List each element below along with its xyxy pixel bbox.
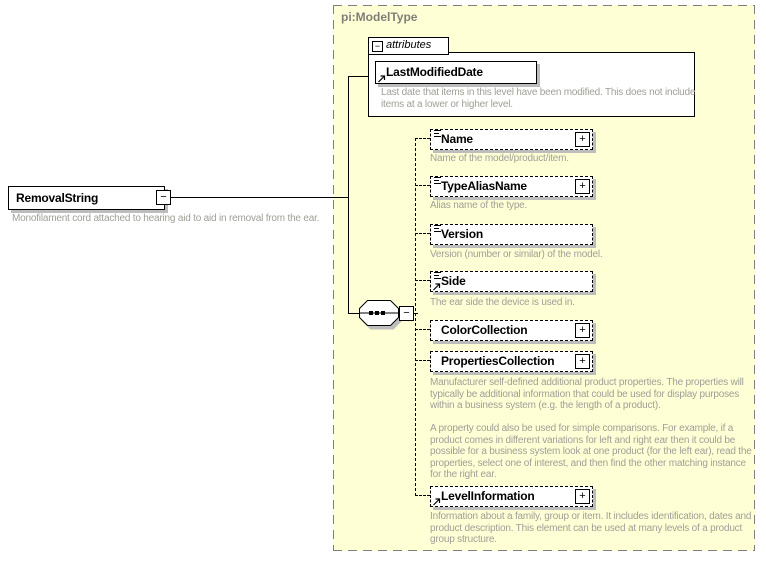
element-name: Name bbox=[441, 132, 473, 146]
collapse-icon[interactable]: − bbox=[399, 306, 414, 321]
modeltype-border-left bbox=[333, 5, 334, 551]
removalstring-label: RemovalString bbox=[16, 191, 99, 205]
connector-children-trunk bbox=[415, 138, 416, 496]
expand-icon[interactable]: + bbox=[575, 323, 590, 338]
element-name: ColorCollection bbox=[441, 323, 528, 337]
connector-stub-side bbox=[415, 280, 430, 281]
element-box-name[interactable] bbox=[430, 129, 593, 150]
connector-stub-levelinformation bbox=[415, 495, 430, 496]
removalstring-description: Monofilament cord attached to hearing aid to aid in removal from the ear. bbox=[12, 213, 320, 224]
connector-to-attributes bbox=[348, 76, 369, 77]
attributes-tab-label: attributes bbox=[386, 39, 432, 51]
element-description: Version (number or similar) of the model. bbox=[430, 249, 603, 260]
collapse-icon[interactable]: − bbox=[372, 41, 383, 52]
connector-stub-typealiasname bbox=[415, 185, 430, 186]
element-box-version[interactable] bbox=[430, 224, 593, 245]
expand-icon[interactable]: + bbox=[575, 489, 590, 504]
derived-type-arrow-icon bbox=[432, 493, 441, 511]
modeltype-title: pi:ModelType bbox=[341, 10, 418, 24]
element-description: The ear side the device is used in. bbox=[430, 297, 575, 308]
connector-stub-colorcollection bbox=[415, 329, 430, 330]
element-name: PropertiesCollection bbox=[441, 354, 555, 368]
attribute-description: Last date that items in this level have been modified. This does not include items at a lower or higher level. bbox=[381, 87, 696, 110]
element-box-propertiescollection[interactable] bbox=[430, 351, 593, 372]
collapse-icon[interactable]: − bbox=[156, 190, 171, 205]
element-description: Manufacturer self-defined additional product properties. The properties will typically be additional information that could be used for display purposes within a business system (e.g. the length of a product). bbox=[430, 377, 744, 411]
element-box-typealiasname[interactable] bbox=[430, 176, 593, 197]
element-name: Side bbox=[441, 274, 466, 288]
element-name: LevelInformation bbox=[441, 489, 535, 503]
derived-type-arrow-icon bbox=[377, 70, 386, 88]
element-box-colorcollection[interactable] bbox=[430, 320, 593, 341]
element-description: Name of the model/product/item. bbox=[430, 153, 569, 164]
connector-root bbox=[171, 197, 348, 198]
connector-stub-version bbox=[415, 233, 430, 234]
attributes-tab[interactable] bbox=[368, 37, 449, 55]
modeltype-border-top bbox=[333, 5, 755, 6]
text-content-icon bbox=[433, 125, 442, 143]
modeltype-border-bottom bbox=[333, 550, 755, 551]
element-box-levelinformation[interactable] bbox=[430, 486, 593, 507]
element-description: Alias name of the type. bbox=[430, 200, 528, 211]
connector-trunk bbox=[348, 76, 349, 314]
text-content-icon bbox=[433, 220, 442, 238]
element-box-side[interactable] bbox=[430, 271, 593, 292]
element-description: A property could also be used for simple comparisons. For example, if a product comes in different variations for left and right ear then it could be possible for a business system look at one product (for the left ear), read the properties, select one of interest, and then find the other matching instance for the right ear. bbox=[430, 423, 752, 480]
element-name: TypeAliasName bbox=[441, 179, 527, 193]
derived-type-arrow-icon bbox=[432, 278, 441, 296]
expand-icon[interactable]: + bbox=[575, 179, 590, 194]
expand-icon[interactable]: + bbox=[575, 354, 590, 369]
removalstring-element-box[interactable] bbox=[8, 186, 165, 210]
element-name: Version bbox=[441, 227, 483, 241]
expand-icon[interactable]: + bbox=[575, 132, 590, 147]
attribute-box-lastmodifieddate[interactable] bbox=[375, 61, 537, 84]
text-content-icon bbox=[433, 172, 442, 190]
connector-stub-propertiescollection bbox=[415, 360, 430, 361]
connector-stub-name bbox=[415, 138, 430, 139]
element-description: Information about a family, group or item. It includes identification, dates and product description. This element can be used at many levels of a product group structure. bbox=[430, 511, 752, 545]
attribute-name: LastModifiedDate bbox=[386, 65, 483, 79]
